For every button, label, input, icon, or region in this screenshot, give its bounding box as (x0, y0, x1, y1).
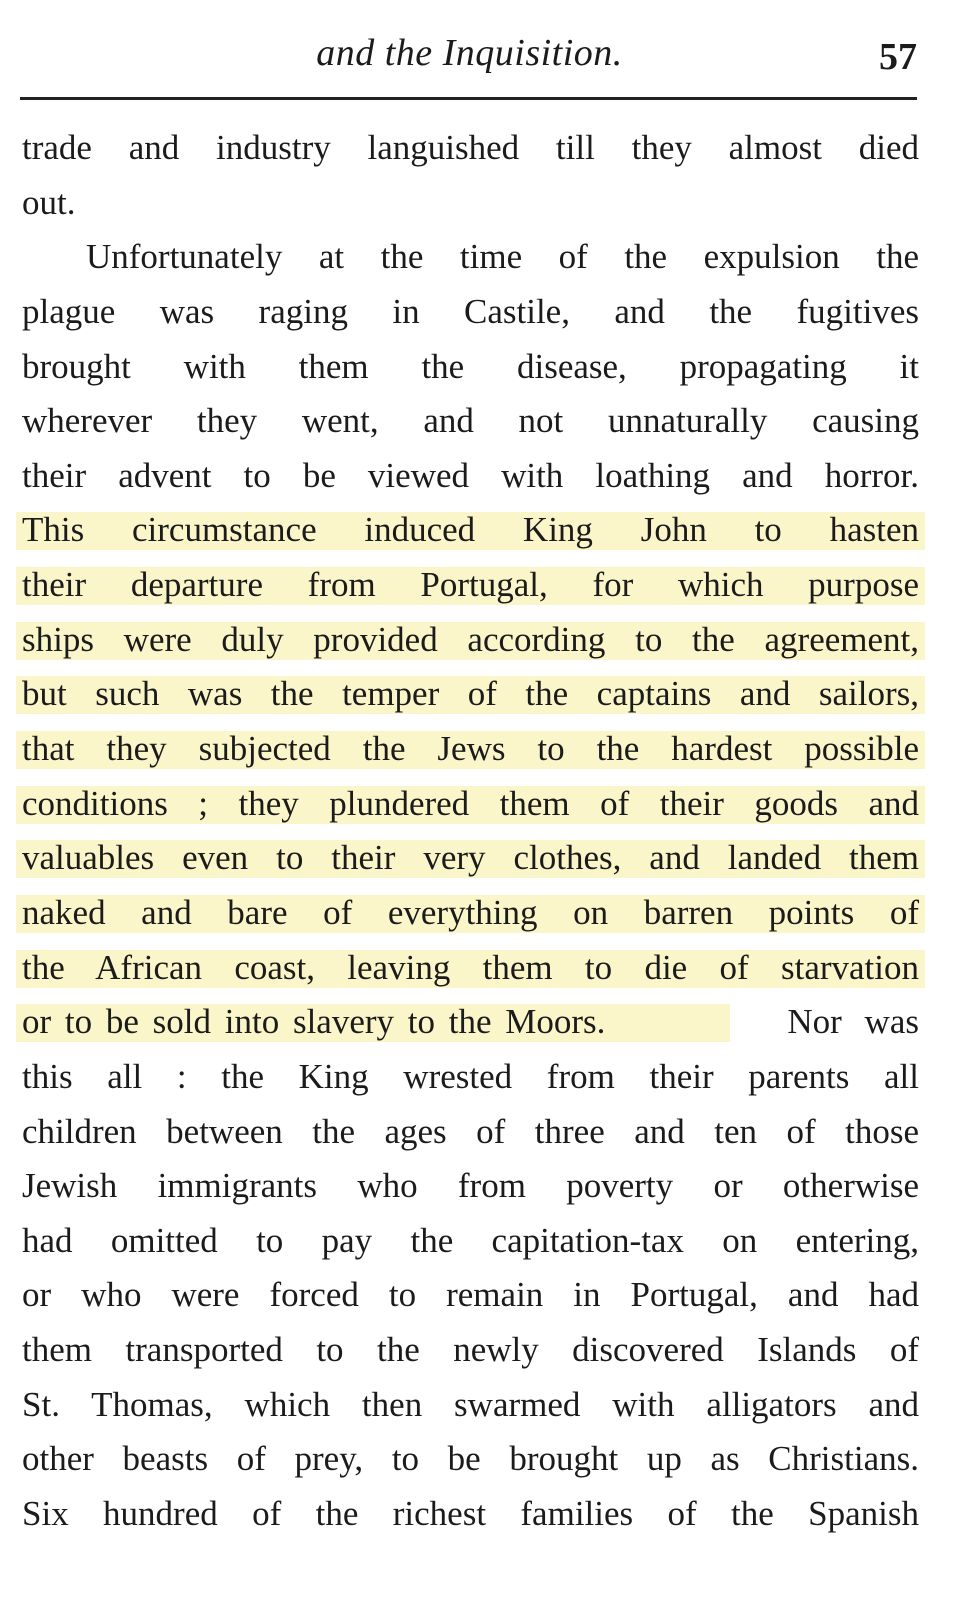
highlighted-line: that they subjected the Jews to the hardest possible (22, 722, 919, 777)
text-line: their advent to be viewed with loathing and horror. (22, 455, 919, 495)
highlighted-fragment: or to be sold into slavery to the Moors. (22, 1002, 606, 1042)
text-line: plague was raging in Castile, and the fugitives (22, 291, 919, 331)
header-rule (20, 97, 917, 100)
highlighted-line: but such was the temper of the captains and sailors, (22, 667, 919, 722)
text-line: this all : the King wrested from their parents all (22, 1056, 919, 1096)
text-line: St. Thomas, which then swarmed with alligators and (22, 1384, 919, 1424)
running-title: and the Inquisition. (316, 32, 623, 74)
text-line: Six hundred of the richest families of the Spanish (22, 1494, 919, 1534)
highlighted-line: valuables even to their very clothes, and landed them (22, 831, 919, 886)
text-line: or who were forced to remain in Portugal, and had (22, 1275, 919, 1315)
highlighted-line: conditions ; they plundered them of their goods and (22, 777, 919, 832)
text-line: them transported to the newly discovered Islands of (22, 1330, 919, 1370)
text-line: brought with them the disease, propagating it (22, 346, 919, 386)
highlighted-line: naked and bare of everything on barren points of (22, 886, 919, 941)
mixed-highlight-line (22, 995, 919, 1050)
highlighted-line: the African coast, leaving them to die of starvation (22, 941, 919, 996)
text-line: had omitted to pay the capitation-tax on entering, (22, 1220, 919, 1260)
highlighted-line: their departure from Portugal, for which purpose (22, 558, 919, 613)
text-line: Jewish immigrants who from poverty or otherwise (22, 1166, 919, 1206)
text-line: children between the ages of three and ten of those (22, 1111, 919, 1151)
text-line: wherever they went, and not unnaturally causing (22, 401, 919, 441)
text-line: trade and industry languished till they almost died (22, 128, 919, 167)
running-head (22, 28, 917, 78)
body-text (22, 121, 919, 1542)
page-number: 57 (879, 36, 917, 78)
highlighted-line: ships were duly provided according to the agreement, (22, 613, 919, 668)
unhighlighted-fragment: Nor was (787, 1002, 919, 1042)
text-line: out. (22, 182, 76, 222)
paragraph-first-line: Unfortunately at the time of the expulsion the (86, 237, 919, 277)
text-line: other beasts of prey, to be brought up as Christians. (22, 1439, 919, 1479)
highlighted-line: This circumstance induced King John to hasten (22, 503, 919, 558)
